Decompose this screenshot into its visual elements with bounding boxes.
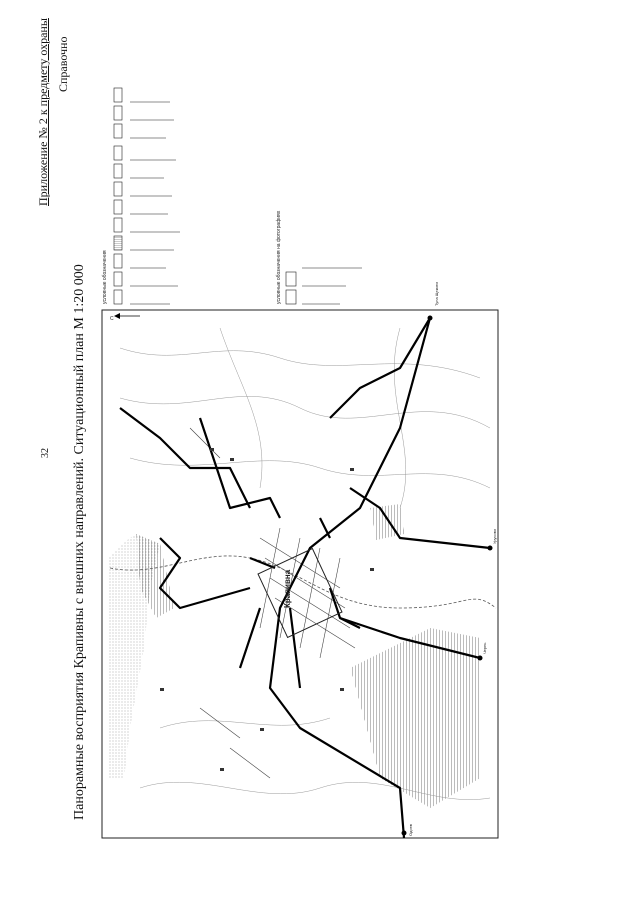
page-number: 32: [40, 448, 51, 458]
legend2-swatches: [286, 272, 296, 304]
legend2-text-lines: [302, 268, 362, 304]
legend-title: условные обозначения: [102, 250, 108, 304]
legend-swatches: [114, 88, 122, 304]
settlement-label: Крапивна: [283, 569, 292, 608]
situation-map: [100, 281, 500, 840]
endpoint-right-lower-label: Чернь: [482, 642, 487, 654]
legend2-title: условные обозначения на фотографиях: [276, 210, 282, 304]
legend-text-lines: [130, 102, 180, 304]
endpoint-top-label: Тула Щекино: [434, 281, 439, 306]
reference-note: Справочно: [56, 36, 70, 92]
svg-text:С: С: [110, 316, 114, 322]
map-legend: [100, 20, 340, 310]
endpoint-bottom-label: Одоев: [408, 824, 413, 836]
endpoint-right-upper-label: Урусово: [492, 528, 497, 544]
appendix-header: Приложение № 2 к предмету охраны: [36, 18, 50, 206]
document-title: Панорамные восприятия Крапивны с внешних направлений. Ситуационный план М 1:20 000: [72, 264, 87, 820]
